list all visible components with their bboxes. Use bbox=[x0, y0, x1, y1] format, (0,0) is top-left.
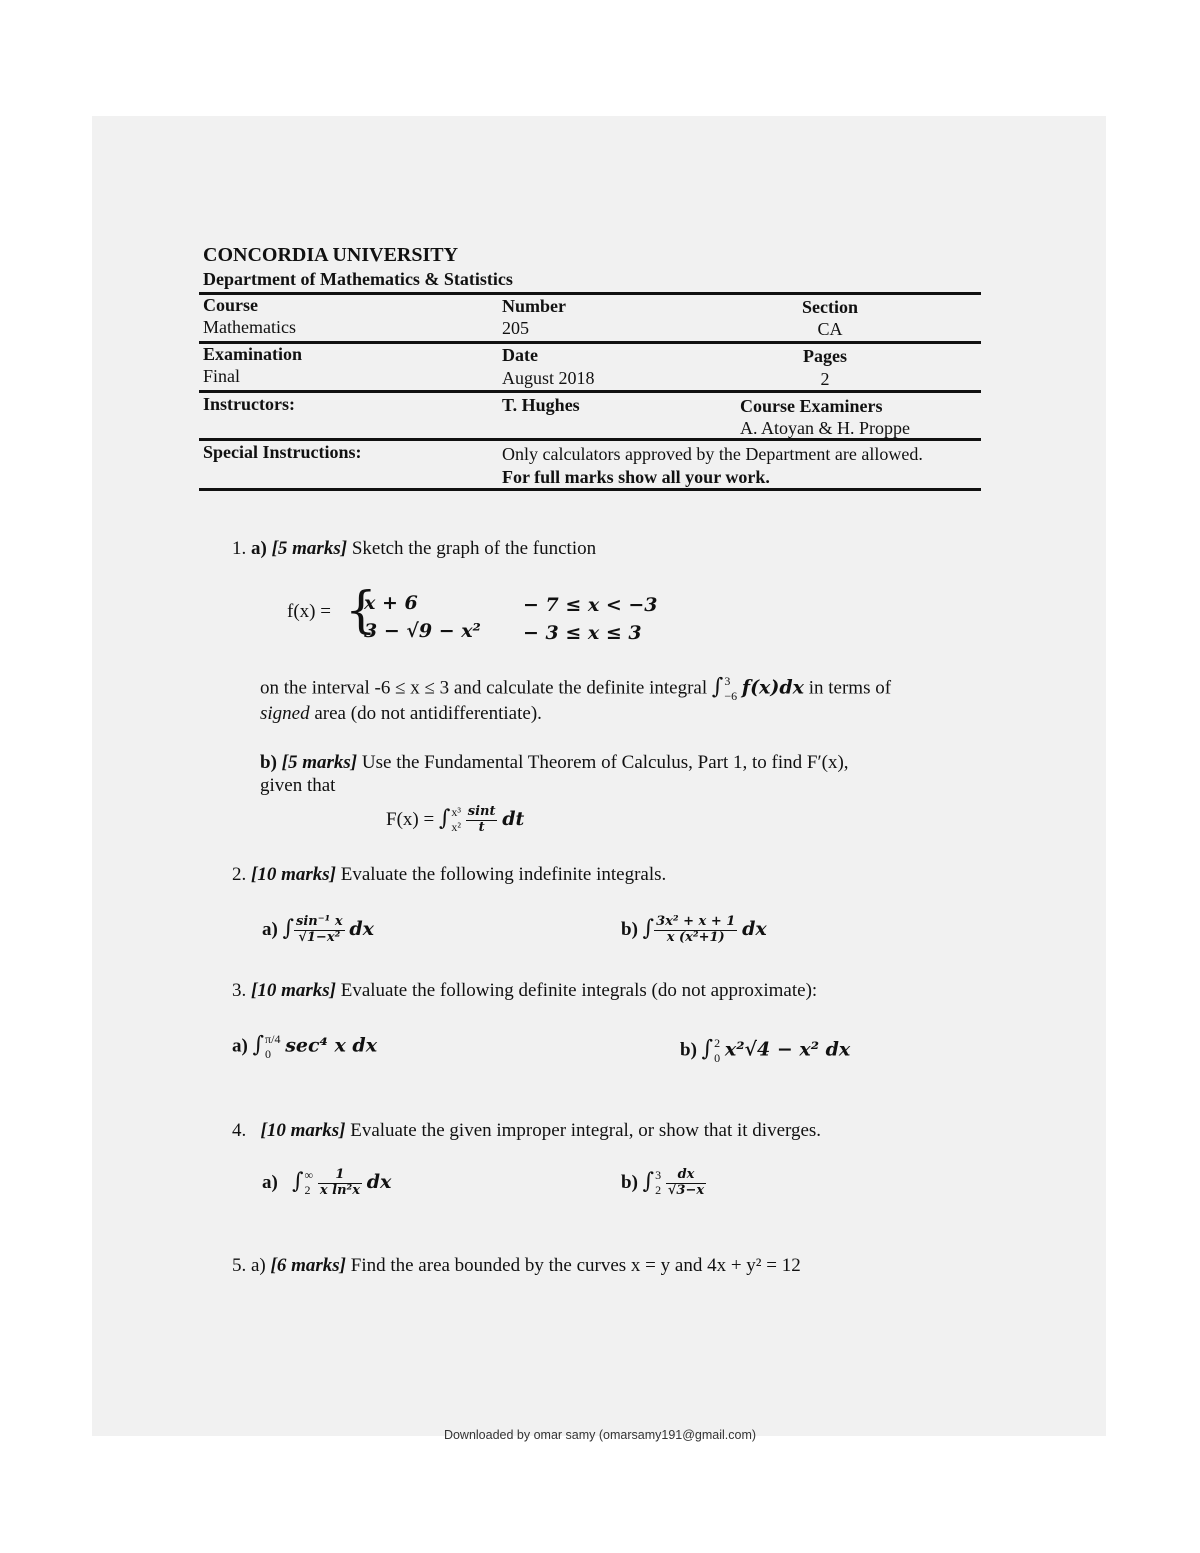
q1-piece1-expr: x + 6 bbox=[364, 592, 418, 614]
q3b-integral bbox=[680, 1036, 850, 1066]
q3b-body: x²√4 − x² dx bbox=[724, 1038, 851, 1061]
course-value: Mathematics bbox=[203, 317, 296, 337]
section-label: Section bbox=[802, 297, 858, 317]
q2b-label: b) bbox=[621, 918, 638, 940]
signed-word: signed bbox=[260, 703, 310, 724]
date-value: August 2018 bbox=[502, 368, 595, 388]
q3-marks: [10 marks] bbox=[251, 980, 336, 1001]
q2b-fraction bbox=[654, 915, 737, 946]
integral-sign: ∫ bbox=[701, 1036, 714, 1062]
numerator: 3x² + x + 1 bbox=[656, 914, 736, 929]
q1b-text: Use the Fundamental Theorem of Calculus, Part 1, to find F′(x), bbox=[361, 752, 849, 773]
q4a-limits bbox=[305, 1168, 314, 1198]
header-rule bbox=[199, 488, 981, 491]
q3a-integral bbox=[232, 1032, 377, 1062]
instructors-label: Instructors: bbox=[203, 394, 295, 414]
lower-limit: x² bbox=[451, 820, 462, 835]
q3-text: Evaluate the following definite integrals (do not approximate): bbox=[340, 980, 818, 1001]
dx: dx bbox=[366, 1170, 392, 1193]
date-label: Date bbox=[502, 345, 538, 365]
section-value: CA bbox=[817, 319, 843, 339]
q1-interval-line bbox=[260, 674, 891, 704]
q5-text: Find the area bounded by the curves x = y and 4x + y² = 12 bbox=[350, 1255, 801, 1276]
university-name: CONCORDIA UNIVERSITY bbox=[203, 244, 459, 266]
numerator: dx bbox=[666, 1168, 706, 1184]
q1-heading bbox=[232, 538, 596, 560]
q4b-label: b) bbox=[621, 1171, 638, 1193]
integral-sign: ∫ bbox=[438, 805, 451, 831]
q3b-label: b) bbox=[680, 1039, 697, 1061]
download-note: Downloaded by omar samy (omarsamy191@gmail.com) bbox=[443, 1428, 757, 1442]
q1b-formula bbox=[386, 805, 524, 836]
denominator: x ln²x bbox=[319, 1182, 360, 1198]
upper-limit: π/4 bbox=[265, 1032, 281, 1046]
piecewise-brace: { bbox=[345, 581, 377, 639]
integral-sign: ∫ bbox=[642, 1168, 655, 1194]
q3b-limits bbox=[714, 1036, 720, 1066]
examiners-label: Course Examiners bbox=[740, 396, 883, 416]
header-rule bbox=[199, 341, 981, 344]
dx: dx bbox=[742, 917, 767, 940]
course-label: Course bbox=[203, 295, 258, 315]
q3-number: 3. bbox=[232, 980, 247, 1001]
examination-value: Final bbox=[203, 366, 241, 386]
integral-sign: ∫ bbox=[282, 915, 295, 941]
q2a-label: a) bbox=[262, 918, 278, 940]
q2-text: Evaluate the following indefinite integrals. bbox=[340, 864, 667, 885]
q1-integral-limits bbox=[724, 674, 737, 704]
number-value: 205 bbox=[502, 318, 529, 338]
F-fraction bbox=[466, 805, 498, 836]
q1-piece1-cond: − 7 ≤ x < −3 bbox=[523, 594, 658, 616]
q2a-fraction bbox=[294, 915, 345, 946]
dt: dt bbox=[502, 807, 525, 830]
denominator: x (x²+1) bbox=[666, 929, 725, 945]
q4b-integral bbox=[621, 1168, 706, 1199]
lower-limit: 2 bbox=[304, 1183, 311, 1198]
lower-limit: 0 bbox=[265, 1047, 272, 1061]
q2-number: 2. bbox=[232, 864, 247, 885]
lower-limit: 2 bbox=[655, 1183, 662, 1198]
q3a-limits bbox=[265, 1032, 280, 1062]
examination-label: Examination bbox=[203, 344, 303, 364]
Fx-label: F(x) = bbox=[386, 808, 435, 830]
department-name: Department of Mathematics & Statistics bbox=[203, 269, 513, 289]
q4b-fraction bbox=[666, 1168, 706, 1199]
q1-interval-text: on the interval -6 ≤ x ≤ 3 and calculate the definite integral bbox=[260, 677, 708, 699]
instructors-value: T. Hughes bbox=[502, 395, 580, 415]
integral-sign: ∫ bbox=[292, 1168, 304, 1194]
header-rule bbox=[199, 292, 981, 295]
numerator: sin⁻¹ x bbox=[296, 914, 343, 929]
upper-limit: 3 bbox=[655, 1168, 662, 1183]
q1b-given-that: given that bbox=[260, 775, 336, 796]
q2a-integral bbox=[262, 915, 374, 946]
denominator: √3−x bbox=[667, 1182, 705, 1198]
q1a-label: a) bbox=[251, 538, 267, 559]
q1b-marks: [5 marks] bbox=[281, 752, 358, 773]
q4-heading bbox=[232, 1120, 821, 1142]
special-instructions-line2: For full marks show all your work. bbox=[502, 467, 770, 487]
dx: dx bbox=[349, 917, 374, 940]
signed-rest: area (do not antidifferentiate). bbox=[314, 703, 542, 724]
q5-number: 5. a) bbox=[232, 1255, 266, 1276]
q1a-text: Sketch the graph of the function bbox=[351, 538, 597, 559]
q5-heading bbox=[232, 1255, 801, 1277]
q1-terms-text: in terms of bbox=[808, 677, 892, 699]
q2-heading bbox=[232, 864, 666, 886]
pages-label: Pages bbox=[803, 346, 847, 366]
upper-limit: x³ bbox=[451, 805, 462, 820]
denominator: t bbox=[478, 819, 485, 835]
q1-piece2-cond: − 3 ≤ x ≤ 3 bbox=[523, 622, 642, 644]
upper-limit: 3 bbox=[724, 674, 731, 688]
q4-marks: [10 marks] bbox=[260, 1120, 346, 1141]
q1-integrand: f(x)dx bbox=[741, 676, 804, 699]
numerator: sint bbox=[467, 804, 496, 819]
upper-limit: ∞ bbox=[304, 1168, 314, 1183]
q1b-heading bbox=[260, 752, 849, 774]
q1-fx-label: f(x) = bbox=[287, 601, 331, 622]
special-instructions-line1: Only calculators approved by the Department are allowed. bbox=[502, 444, 923, 464]
q4a-fraction bbox=[318, 1168, 362, 1199]
integral-sign: ∫ bbox=[252, 1032, 265, 1058]
q4a-label: a) bbox=[262, 1171, 278, 1193]
q4-number: 4. bbox=[232, 1120, 247, 1141]
upper-limit: 2 bbox=[714, 1036, 721, 1050]
q2-marks: [10 marks] bbox=[251, 864, 336, 885]
q1-number: 1. bbox=[232, 538, 247, 559]
q5-marks: [6 marks] bbox=[270, 1255, 346, 1276]
examiners-value: A. Atoyan & H. Proppe bbox=[740, 418, 910, 438]
lower-limit: 0 bbox=[714, 1051, 721, 1065]
q1-piece2-expr: 3 − √9 − x² bbox=[364, 620, 481, 642]
q1b-label: b) bbox=[260, 752, 277, 773]
integral-sign: ∫ bbox=[642, 915, 655, 941]
q4a-integral bbox=[262, 1168, 391, 1199]
integral-sign: ∫ bbox=[711, 674, 724, 700]
pages-value: 2 bbox=[820, 369, 830, 389]
header-rule bbox=[199, 390, 981, 393]
q2b-integral bbox=[621, 915, 767, 946]
special-instructions-label: Special Instructions: bbox=[203, 442, 362, 462]
q3a-label: a) bbox=[232, 1035, 248, 1057]
number-label: Number bbox=[502, 296, 566, 316]
denominator: √1−x² bbox=[298, 929, 341, 945]
F-limits bbox=[451, 805, 461, 835]
q3-heading bbox=[232, 980, 817, 1002]
q3a-body: sec⁴ x dx bbox=[285, 1034, 378, 1057]
q4b-limits bbox=[655, 1168, 661, 1198]
q4-text: Evaluate the given improper integral, or show that it diverges. bbox=[350, 1120, 822, 1141]
header-rule bbox=[199, 438, 981, 441]
q1a-marks: [5 marks] bbox=[271, 538, 348, 559]
q1-signed-line bbox=[260, 703, 542, 725]
numerator: 1 bbox=[318, 1168, 362, 1184]
lower-limit: −6 bbox=[724, 689, 738, 703]
